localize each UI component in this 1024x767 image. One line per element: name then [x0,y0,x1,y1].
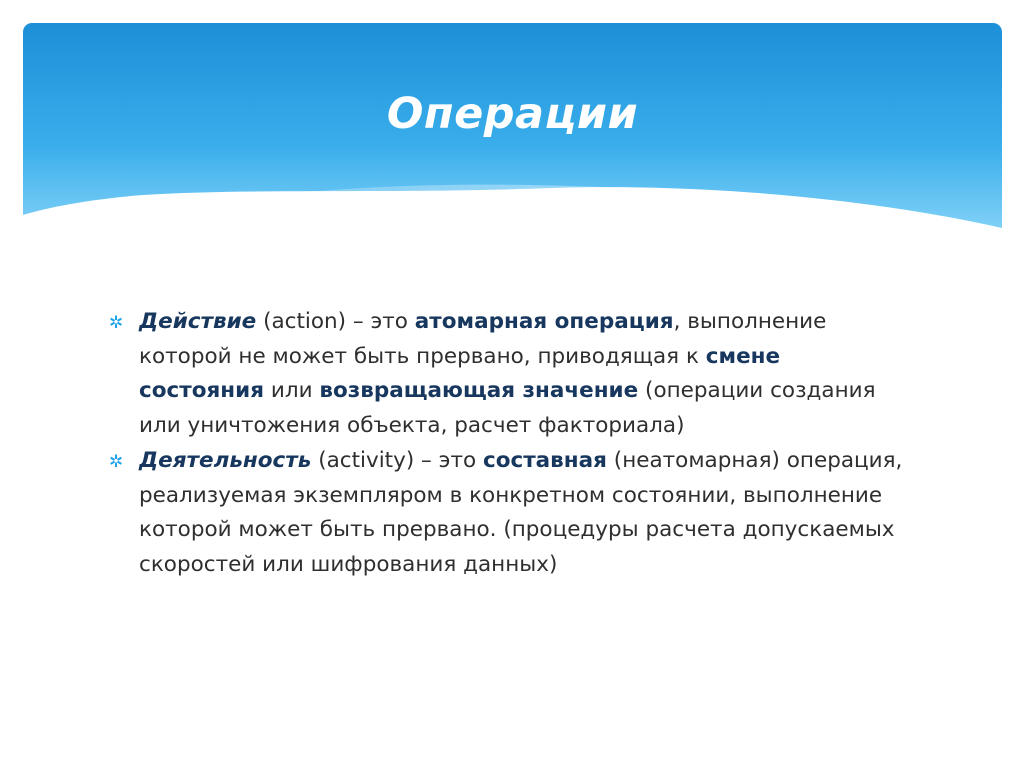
slide [23,23,1002,744]
bullet-list [109,305,909,583]
emphasis-composite: составная [482,448,607,473]
text-segment: (action) – это [256,309,415,334]
term-action: Действие [139,309,257,334]
text-segment: (неатомарная) операция, реализуемая экземпляром в конкретном состоянии, выполнение которой может быть прервано. (процедуры расчета допускаемых скоростей или шифрования данных) [139,448,903,577]
asterisk-bullet-icon: ✲ [109,452,124,472]
text-segment: (операции создания или уничтожения объекта, расчет факториала) [139,378,876,438]
bullet-item-activity [109,444,909,582]
emphasis-state-change: смене состояния [139,343,781,403]
emphasis-atomic-operation: атомарная операция [414,309,674,334]
text-segment: , выполнение которой не может быть прервано, приводящая к [139,309,827,369]
bullet-item-action [109,305,909,443]
asterisk-bullet-icon: ✲ [109,313,124,333]
text-segment: (activity) – это [311,448,483,473]
text-segment: или [264,378,320,403]
slide-title: Операции [386,89,639,139]
header-wave-background [23,23,1002,293]
term-activity: Деятельность [139,448,312,473]
emphasis-returning-value: возвращающая значение [319,378,639,403]
